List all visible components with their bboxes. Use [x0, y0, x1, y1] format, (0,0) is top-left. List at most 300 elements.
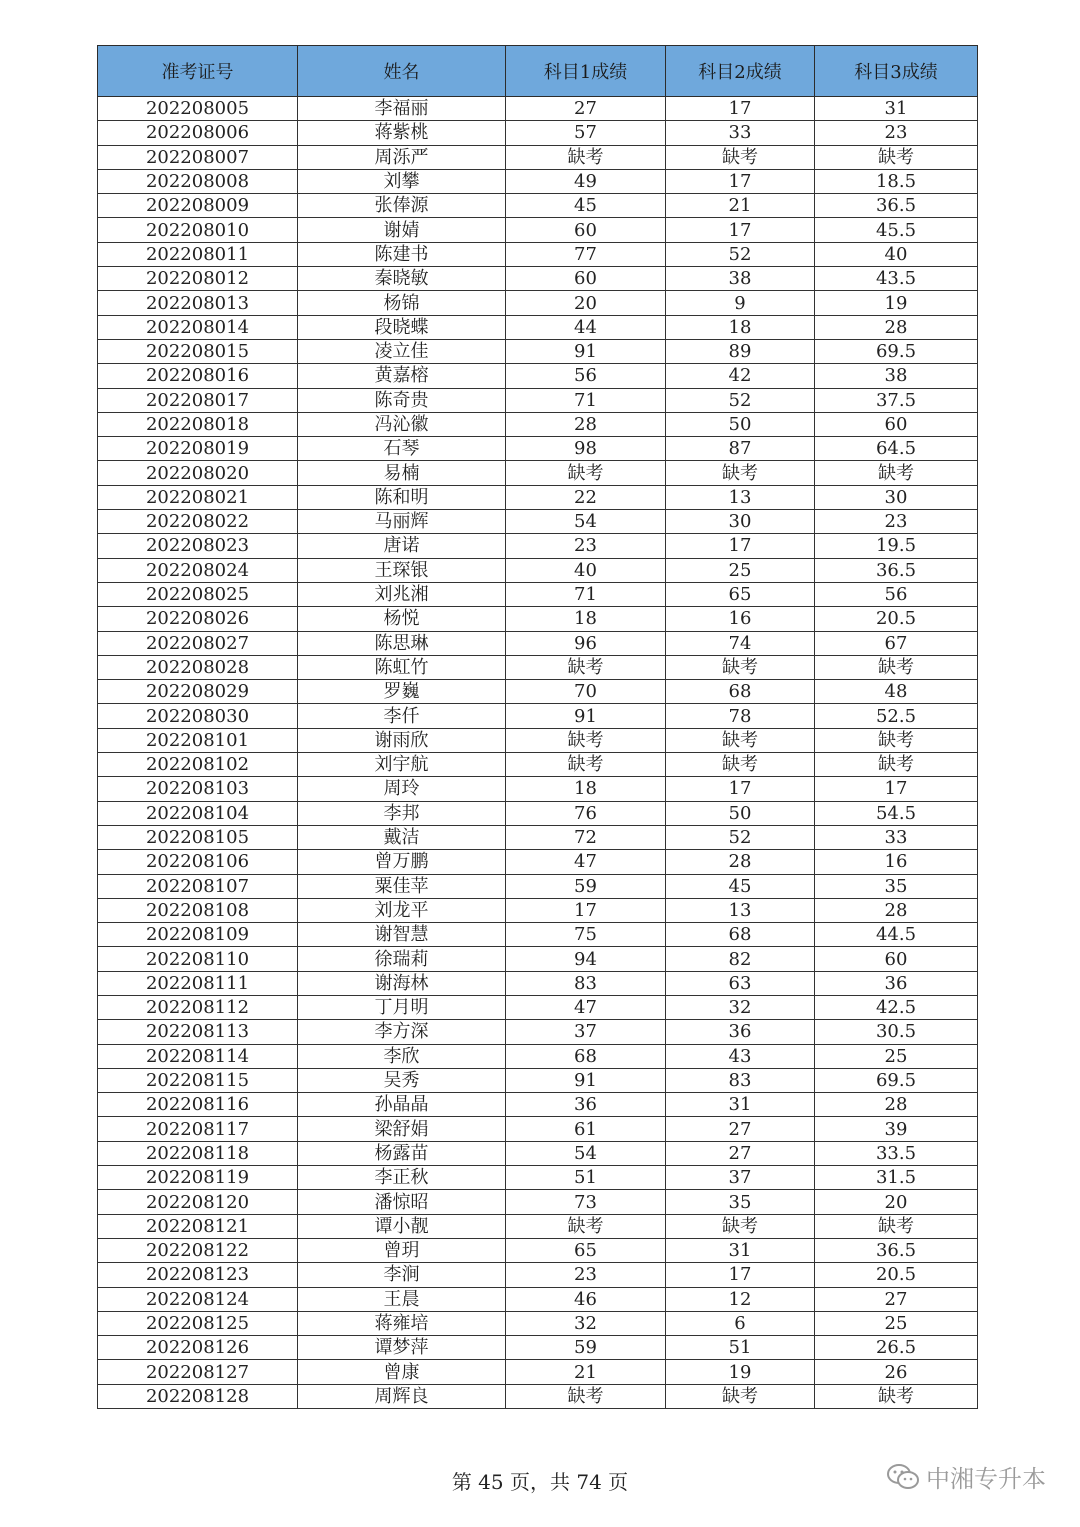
cell-exam-id: 202208120 — [98, 1190, 298, 1214]
cell-subject2-score: 42 — [666, 364, 815, 388]
cell-subject1-score: 96 — [506, 631, 666, 655]
cell-subject3-score: 18.5 — [815, 169, 978, 193]
cell-subject2-score: 37 — [666, 1166, 815, 1190]
table-row — [98, 728, 978, 752]
cell-subject2-score: 17 — [666, 169, 815, 193]
cell-name: 潘惊昭 — [298, 1190, 506, 1214]
cell-subject2-score: 43 — [666, 1044, 815, 1068]
cell-subject2-score: 87 — [666, 437, 815, 461]
cell-subject1-score: 20 — [506, 291, 666, 315]
table-row — [98, 801, 978, 825]
cell-name: 吴秀 — [298, 1068, 506, 1092]
cell-subject1-score: 21 — [506, 1360, 666, 1384]
cell-exam-id: 202208026 — [98, 607, 298, 631]
cell-subject3-score: 19 — [815, 291, 978, 315]
cell-exam-id: 202208118 — [98, 1141, 298, 1165]
cell-subject1-score: 缺考 — [506, 461, 666, 485]
cell-name: 谭梦萍 — [298, 1336, 506, 1360]
table-row — [98, 1214, 978, 1238]
watermark-text: 中湘专升本 — [926, 1465, 1046, 1493]
cell-subject1-score: 71 — [506, 388, 666, 412]
cell-exam-id: 202208019 — [98, 437, 298, 461]
cell-exam-id: 202208107 — [98, 874, 298, 898]
cell-subject1-score: 40 — [506, 558, 666, 582]
cell-subject2-score: 50 — [666, 412, 815, 436]
cell-exam-id: 202208106 — [98, 850, 298, 874]
table-row — [98, 825, 978, 849]
cell-subject3-score: 48 — [815, 680, 978, 704]
cell-name: 刘宇航 — [298, 753, 506, 777]
cell-subject2-score: 缺考 — [666, 753, 815, 777]
table-row — [98, 412, 978, 436]
cell-exam-id: 202208108 — [98, 898, 298, 922]
cell-subject2-score: 31 — [666, 1238, 815, 1262]
cell-subject2-score: 12 — [666, 1287, 815, 1311]
cell-exam-id: 202208121 — [98, 1214, 298, 1238]
cell-name: 刘兆湘 — [298, 582, 506, 606]
cell-name: 李欣 — [298, 1044, 506, 1068]
cell-subject3-score: 26 — [815, 1360, 978, 1384]
table-row — [98, 777, 978, 801]
table-row — [98, 874, 978, 898]
cell-subject3-score: 20 — [815, 1190, 978, 1214]
cell-subject1-score: 缺考 — [506, 728, 666, 752]
cell-name: 杨锦 — [298, 291, 506, 315]
cell-exam-id: 202208126 — [98, 1336, 298, 1360]
cell-name: 周辉良 — [298, 1384, 506, 1408]
cell-subject1-score: 83 — [506, 971, 666, 995]
table-row — [98, 1068, 978, 1092]
cell-exam-id: 202208115 — [98, 1068, 298, 1092]
cell-exam-id: 202208018 — [98, 412, 298, 436]
cell-subject3-score: 31.5 — [815, 1166, 978, 1190]
cell-exam-id: 202208030 — [98, 704, 298, 728]
cell-name: 曾玥 — [298, 1238, 506, 1262]
cell-name: 陈奇贵 — [298, 388, 506, 412]
table-row — [98, 607, 978, 631]
cell-subject1-score: 46 — [506, 1287, 666, 1311]
cell-name: 谢智慧 — [298, 923, 506, 947]
cell-subject2-score: 30 — [666, 510, 815, 534]
cell-exam-id: 202208006 — [98, 121, 298, 145]
cell-subject2-score: 缺考 — [666, 655, 815, 679]
score-table — [97, 45, 978, 1409]
cell-exam-id: 202208024 — [98, 558, 298, 582]
cell-subject3-score: 19.5 — [815, 534, 978, 558]
cell-exam-id: 202208125 — [98, 1311, 298, 1335]
cell-subject2-score: 缺考 — [666, 461, 815, 485]
table-row — [98, 121, 978, 145]
cell-exam-id: 202208021 — [98, 485, 298, 509]
header-exam-id: 准考证号 — [98, 46, 298, 97]
cell-name: 周泺严 — [298, 145, 506, 169]
cell-subject3-score: 27 — [815, 1287, 978, 1311]
watermark — [886, 1459, 1046, 1494]
cell-subject1-score: 57 — [506, 121, 666, 145]
header-subject3-score: 科目3成绩 — [815, 46, 978, 97]
table-row — [98, 291, 978, 315]
cell-subject2-score: 21 — [666, 194, 815, 218]
cell-subject3-score: 20.5 — [815, 1263, 978, 1287]
cell-subject2-score: 50 — [666, 801, 815, 825]
cell-subject2-score: 68 — [666, 680, 815, 704]
cell-exam-id: 202208123 — [98, 1263, 298, 1287]
header-subject2-score: 科目2成绩 — [666, 46, 815, 97]
cell-exam-id: 202208029 — [98, 680, 298, 704]
cell-subject3-score: 39 — [815, 1117, 978, 1141]
cell-subject2-score: 17 — [666, 1263, 815, 1287]
cell-exam-id: 202208103 — [98, 777, 298, 801]
table-row — [98, 680, 978, 704]
cell-subject3-score: 54.5 — [815, 801, 978, 825]
cell-name: 李涧 — [298, 1263, 506, 1287]
cell-subject3-score: 45.5 — [815, 218, 978, 242]
table-row — [98, 1190, 978, 1214]
cell-name: 黄嘉榕 — [298, 364, 506, 388]
cell-subject2-score: 27 — [666, 1141, 815, 1165]
cell-subject3-score: 36.5 — [815, 558, 978, 582]
cell-subject1-score: 23 — [506, 534, 666, 558]
table-row — [98, 1336, 978, 1360]
table-row — [98, 145, 978, 169]
cell-subject3-score: 缺考 — [815, 655, 978, 679]
cell-subject1-score: 98 — [506, 437, 666, 461]
cell-name: 段晓蝶 — [298, 315, 506, 339]
cell-name: 戴洁 — [298, 825, 506, 849]
cell-exam-id: 202208122 — [98, 1238, 298, 1262]
table-row — [98, 169, 978, 193]
cell-subject2-score: 45 — [666, 874, 815, 898]
cell-name: 谢婧 — [298, 218, 506, 242]
table-row — [98, 267, 978, 291]
table-body — [98, 97, 978, 1409]
cell-name: 谢海林 — [298, 971, 506, 995]
cell-subject3-score: 缺考 — [815, 461, 978, 485]
cell-subject3-score: 56 — [815, 582, 978, 606]
cell-exam-id: 202208124 — [98, 1287, 298, 1311]
cell-exam-id: 202208013 — [98, 291, 298, 315]
cell-subject2-score: 68 — [666, 923, 815, 947]
cell-subject3-score: 36 — [815, 971, 978, 995]
cell-subject1-score: 32 — [506, 1311, 666, 1335]
cell-name: 秦晓敏 — [298, 267, 506, 291]
cell-exam-id: 202208111 — [98, 971, 298, 995]
cell-exam-id: 202208017 — [98, 388, 298, 412]
cell-subject3-score: 16 — [815, 850, 978, 874]
cell-subject3-score: 67 — [815, 631, 978, 655]
cell-subject2-score: 52 — [666, 242, 815, 266]
cell-subject3-score: 33.5 — [815, 1141, 978, 1165]
cell-subject1-score: 61 — [506, 1117, 666, 1141]
table-row — [98, 1360, 978, 1384]
cell-subject2-score: 缺考 — [666, 728, 815, 752]
cell-subject1-score: 45 — [506, 194, 666, 218]
header-row — [98, 46, 978, 97]
cell-subject2-score: 17 — [666, 97, 815, 121]
cell-subject1-score: 18 — [506, 777, 666, 801]
table-row — [98, 364, 978, 388]
cell-name: 蒋紫桃 — [298, 121, 506, 145]
cell-subject3-score: 60 — [815, 947, 978, 971]
table-row — [98, 534, 978, 558]
cell-subject1-score: 49 — [506, 169, 666, 193]
table-row — [98, 194, 978, 218]
cell-subject3-score: 28 — [815, 1093, 978, 1117]
table-row — [98, 1384, 978, 1408]
cell-name: 罗巍 — [298, 680, 506, 704]
cell-subject3-score: 31 — [815, 97, 978, 121]
cell-subject2-score: 13 — [666, 485, 815, 509]
table-row — [98, 971, 978, 995]
cell-name: 丁月明 — [298, 995, 506, 1019]
cell-subject1-score: 59 — [506, 1336, 666, 1360]
cell-subject2-score: 18 — [666, 315, 815, 339]
cell-subject1-score: 缺考 — [506, 753, 666, 777]
cell-subject1-score: 56 — [506, 364, 666, 388]
cell-exam-id: 202208110 — [98, 947, 298, 971]
cell-name: 李邦 — [298, 801, 506, 825]
cell-name: 凌立佳 — [298, 339, 506, 363]
table-row — [98, 850, 978, 874]
cell-subject3-score: 64.5 — [815, 437, 978, 461]
cell-subject1-score: 94 — [506, 947, 666, 971]
cell-exam-id: 202208015 — [98, 339, 298, 363]
cell-exam-id: 202208008 — [98, 169, 298, 193]
cell-subject3-score: 23 — [815, 510, 978, 534]
cell-subject1-score: 72 — [506, 825, 666, 849]
cell-name: 陈建书 — [298, 242, 506, 266]
cell-name: 谭小靓 — [298, 1214, 506, 1238]
cell-exam-id: 202208014 — [98, 315, 298, 339]
table-row — [98, 995, 978, 1019]
header-subject1-score: 科目1成绩 — [506, 46, 666, 97]
cell-name: 蒋雍培 — [298, 1311, 506, 1335]
cell-subject2-score: 52 — [666, 825, 815, 849]
cell-subject3-score: 36.5 — [815, 194, 978, 218]
table-row — [98, 1263, 978, 1287]
table-row — [98, 1141, 978, 1165]
cell-subject1-score: 缺考 — [506, 655, 666, 679]
cell-subject1-score: 23 — [506, 1263, 666, 1287]
cell-subject3-score: 25 — [815, 1311, 978, 1335]
cell-exam-id: 202208117 — [98, 1117, 298, 1141]
table-row — [98, 1238, 978, 1262]
cell-subject3-score: 缺考 — [815, 1384, 978, 1408]
cell-subject3-score: 44.5 — [815, 923, 978, 947]
cell-subject1-score: 37 — [506, 1020, 666, 1044]
cell-exam-id: 202208010 — [98, 218, 298, 242]
cell-subject1-score: 70 — [506, 680, 666, 704]
cell-subject3-score: 28 — [815, 898, 978, 922]
cell-subject3-score: 28 — [815, 315, 978, 339]
table-row — [98, 655, 978, 679]
cell-exam-id: 202208012 — [98, 267, 298, 291]
cell-subject3-score: 43.5 — [815, 267, 978, 291]
cell-subject3-score: 69.5 — [815, 339, 978, 363]
cell-name: 易楠 — [298, 461, 506, 485]
cell-name: 周玲 — [298, 777, 506, 801]
cell-subject1-score: 54 — [506, 510, 666, 534]
cell-exam-id: 202208114 — [98, 1044, 298, 1068]
table-row — [98, 1044, 978, 1068]
table-row — [98, 1020, 978, 1044]
cell-subject1-score: 71 — [506, 582, 666, 606]
table-row — [98, 315, 978, 339]
cell-subject2-score: 17 — [666, 218, 815, 242]
table-row — [98, 704, 978, 728]
cell-exam-id: 202208128 — [98, 1384, 298, 1408]
cell-subject2-score: 32 — [666, 995, 815, 1019]
table-row — [98, 388, 978, 412]
cell-subject2-score: 缺考 — [666, 1384, 815, 1408]
cell-subject2-score: 19 — [666, 1360, 815, 1384]
cell-name: 王晨 — [298, 1287, 506, 1311]
cell-subject3-score: 42.5 — [815, 995, 978, 1019]
cell-name: 张俸源 — [298, 194, 506, 218]
cell-subject3-score: 60 — [815, 412, 978, 436]
cell-name: 孙晶晶 — [298, 1093, 506, 1117]
page-indicator: 第 45 页，共 74 页 — [451, 1470, 629, 1494]
cell-subject2-score: 17 — [666, 534, 815, 558]
cell-subject3-score: 20.5 — [815, 607, 978, 631]
cell-subject1-score: 51 — [506, 1166, 666, 1190]
cell-exam-id: 202208022 — [98, 510, 298, 534]
wechat-icon — [886, 1463, 920, 1491]
cell-exam-id: 202208009 — [98, 194, 298, 218]
cell-subject1-score: 91 — [506, 704, 666, 728]
table-row — [98, 461, 978, 485]
cell-subject3-score: 30 — [815, 485, 978, 509]
cell-subject1-score: 缺考 — [506, 1214, 666, 1238]
table-row — [98, 558, 978, 582]
table-row — [98, 510, 978, 534]
cell-subject2-score: 52 — [666, 388, 815, 412]
cell-exam-id: 202208027 — [98, 631, 298, 655]
cell-exam-id: 202208119 — [98, 1166, 298, 1190]
cell-name: 刘龙平 — [298, 898, 506, 922]
cell-exam-id: 202208025 — [98, 582, 298, 606]
cell-subject1-score: 47 — [506, 850, 666, 874]
cell-subject2-score: 33 — [666, 121, 815, 145]
cell-exam-id: 202208020 — [98, 461, 298, 485]
cell-subject3-score: 33 — [815, 825, 978, 849]
cell-subject2-score: 9 — [666, 291, 815, 315]
cell-subject1-score: 91 — [506, 339, 666, 363]
cell-subject1-score: 28 — [506, 412, 666, 436]
cell-subject1-score: 75 — [506, 923, 666, 947]
cell-subject3-score: 69.5 — [815, 1068, 978, 1092]
cell-subject3-score: 38 — [815, 364, 978, 388]
cell-exam-id: 202208011 — [98, 242, 298, 266]
cell-exam-id: 202208112 — [98, 995, 298, 1019]
cell-name: 李方深 — [298, 1020, 506, 1044]
cell-subject2-score: 6 — [666, 1311, 815, 1335]
cell-name: 梁舒娟 — [298, 1117, 506, 1141]
cell-subject2-score: 缺考 — [666, 145, 815, 169]
cell-name: 粟佳苹 — [298, 874, 506, 898]
cell-subject1-score: 44 — [506, 315, 666, 339]
cell-name: 冯沁徽 — [298, 412, 506, 436]
table-row — [98, 437, 978, 461]
cell-name: 王琛银 — [298, 558, 506, 582]
cell-subject2-score: 31 — [666, 1093, 815, 1117]
cell-subject3-score: 25 — [815, 1044, 978, 1068]
table-row — [98, 1093, 978, 1117]
cell-subject2-score: 78 — [666, 704, 815, 728]
cell-subject1-score: 77 — [506, 242, 666, 266]
table-row — [98, 582, 978, 606]
cell-subject1-score: 60 — [506, 218, 666, 242]
cell-subject2-score: 83 — [666, 1068, 815, 1092]
cell-exam-id: 202208101 — [98, 728, 298, 752]
table-header — [98, 46, 978, 97]
cell-subject3-score: 缺考 — [815, 1214, 978, 1238]
table-row — [98, 218, 978, 242]
table-row — [98, 1287, 978, 1311]
cell-subject1-score: 65 — [506, 1238, 666, 1262]
cell-exam-id: 202208127 — [98, 1360, 298, 1384]
cell-name: 徐瑞莉 — [298, 947, 506, 971]
cell-name: 马丽辉 — [298, 510, 506, 534]
cell-subject3-score: 缺考 — [815, 753, 978, 777]
table-row — [98, 898, 978, 922]
cell-name: 李正秋 — [298, 1166, 506, 1190]
cell-subject2-score: 65 — [666, 582, 815, 606]
cell-exam-id: 202208005 — [98, 97, 298, 121]
cell-exam-id: 202208102 — [98, 753, 298, 777]
cell-subject2-score: 16 — [666, 607, 815, 631]
table-row — [98, 1117, 978, 1141]
cell-subject2-score: 89 — [666, 339, 815, 363]
cell-name: 曾万鹏 — [298, 850, 506, 874]
cell-subject1-score: 17 — [506, 898, 666, 922]
cell-name: 陈思琳 — [298, 631, 506, 655]
cell-exam-id: 202208116 — [98, 1093, 298, 1117]
cell-subject2-score: 17 — [666, 777, 815, 801]
cell-exam-id: 202208105 — [98, 825, 298, 849]
cell-subject1-score: 18 — [506, 607, 666, 631]
cell-subject1-score: 68 — [506, 1044, 666, 1068]
cell-subject2-score: 36 — [666, 1020, 815, 1044]
cell-subject2-score: 28 — [666, 850, 815, 874]
cell-subject3-score: 37.5 — [815, 388, 978, 412]
table-row — [98, 631, 978, 655]
cell-name: 李福丽 — [298, 97, 506, 121]
cell-exam-id: 202208016 — [98, 364, 298, 388]
cell-subject1-score: 76 — [506, 801, 666, 825]
table-row — [98, 485, 978, 509]
cell-subject2-score: 13 — [666, 898, 815, 922]
cell-subject3-score: 17 — [815, 777, 978, 801]
header-name: 姓名 — [298, 46, 506, 97]
cell-name: 石琴 — [298, 437, 506, 461]
table-row — [98, 242, 978, 266]
table-row — [98, 923, 978, 947]
cell-subject3-score: 缺考 — [815, 728, 978, 752]
table-row — [98, 947, 978, 971]
cell-name: 杨悦 — [298, 607, 506, 631]
cell-subject3-score: 26.5 — [815, 1336, 978, 1360]
cell-subject1-score: 缺考 — [506, 1384, 666, 1408]
table-row — [98, 753, 978, 777]
cell-exam-id: 202208104 — [98, 801, 298, 825]
cell-name: 唐诺 — [298, 534, 506, 558]
cell-subject1-score: 缺考 — [506, 145, 666, 169]
cell-subject2-score: 82 — [666, 947, 815, 971]
cell-exam-id: 202208109 — [98, 923, 298, 947]
cell-subject2-score: 缺考 — [666, 1214, 815, 1238]
cell-exam-id: 202208028 — [98, 655, 298, 679]
